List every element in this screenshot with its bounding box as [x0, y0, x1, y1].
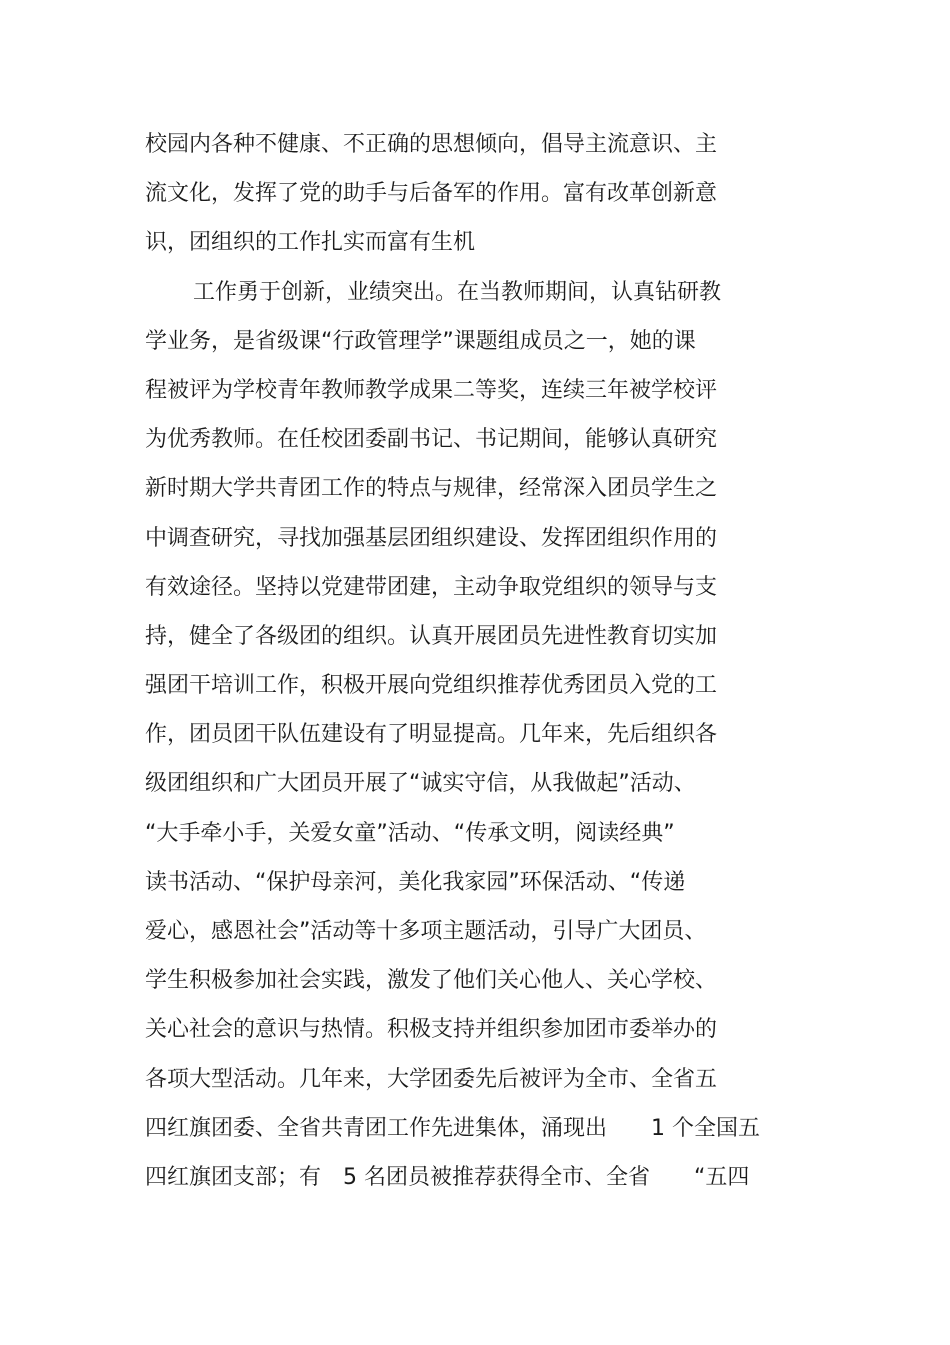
text-line: 程被评为学校青年教师教学成果二等奖，连续三年被学校评: [145, 377, 718, 403]
text-line: 四红旗团支部；有 5 名团员被推荐获得全市、全省 “五四: [145, 1164, 750, 1190]
text-line: 作，团员团干队伍建设有了明显提高。几年来，先后组织各: [145, 722, 718, 748]
text-line: 持，健全了各级团的组织。认真开展团员先进性教育切实加: [145, 623, 718, 649]
text-line: 各项大型活动。几年来，大学团委先后被评为全市、全省五: [145, 1066, 718, 1092]
text-line: 新时期大学共青团工作的特点与规律，经常深入团员学生之: [145, 476, 718, 502]
text-line: 四红旗团委、全省共青团工作先进集体，涌现出 1 个全国五: [145, 1115, 760, 1141]
paragraph-1: [145, 120, 805, 268]
text-line: 为优秀教师。在任校团委副书记、书记期间，能够认真研究: [145, 427, 718, 453]
text-line: 中调查研究，寻找加强基层团组织建设、发挥团组织作用的: [145, 525, 718, 551]
text-line: 识，团组织的工作扎实而富有生机: [145, 230, 476, 256]
text-line: 强团干培训工作，积极开展向党组织推荐优秀团员入党的工: [145, 673, 718, 699]
text-line: 校园内各种不健康、不正确的思想倾向，倡导主流意识、主: [145, 132, 718, 157]
text-line: 级团组织和广大团员开展了“诚实守信，从我做起”活动、: [145, 771, 696, 797]
text-line: 学生积极参加社会实践，激发了他们关心他人、关心学校、: [145, 968, 718, 994]
text-line: 流文化，发挥了党的助手与后备军的作用。富有改革创新意: [145, 181, 718, 207]
text-line: 有效途径。坚持以党建带团建，主动争取党组织的领导与支: [145, 574, 718, 600]
text-line: 工作勇于创新，业绩突出。在当教师期间，认真钻研教: [193, 279, 722, 305]
document-body: [145, 120, 805, 1202]
paragraph-2: [145, 268, 805, 1203]
text-line: 关心社会的意识与热情。积极支持并组织参加团市委举办的: [145, 1017, 718, 1043]
text-line: “大手牵小手，关爱女童”活动、“传承文明，阅读经典”: [145, 820, 675, 846]
text-line: 学业务，是省级课“行政管理学”课题组成员之一，她的课: [145, 328, 696, 354]
text-line: 爱心，感恩社会”活动等十多项主题活动，引导广大团员、: [145, 919, 707, 944]
text-line: 读书活动、“保护母亲河，美化我家园”环保活动、“传递: [145, 869, 686, 895]
